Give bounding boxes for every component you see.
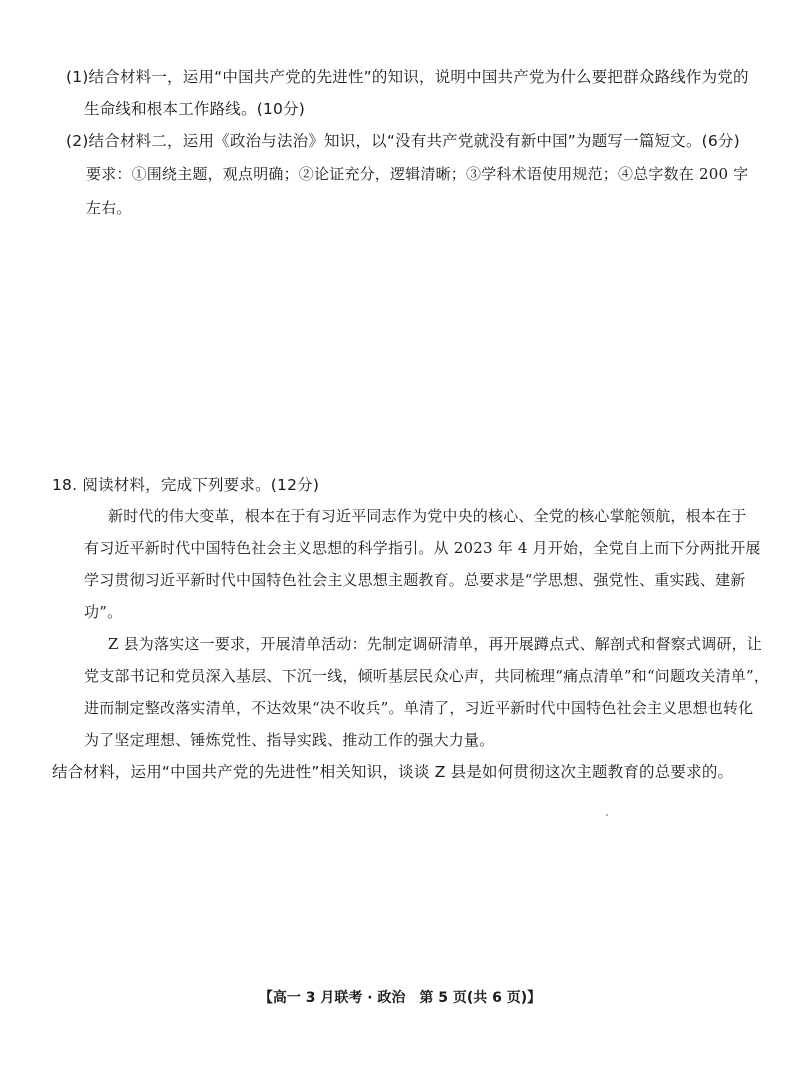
q17-sub1-line2: 生命线和根本工作路线。(10分) xyxy=(84,100,306,118)
q18-material-p2-line2: 党支部书记和党员深入基层、下沉一线，倾听基层民众心声，共同梳理“痛点清单”和“问题攻关清单”， xyxy=(84,667,770,685)
q18-material-p2-line1: Z 县为落实这一要求，开展清单活动：先制定调研清单，再开展蹲点式、解剖式和督察式调研，让 xyxy=(108,635,762,653)
page-footer: 【高一 3 月联考 · 政治 第 5 页(共 6 页)】 xyxy=(258,990,542,1006)
q18-material-p1-line2: 有习近平新时代中国特色社会主义思想的科学指引。从 2023 年 4 月开始，全党自上而下分两批开展 xyxy=(84,539,761,557)
q17-requirements-line1: 要求：①围绕主题，观点明确；②论证充分，逻辑清晰；③学科术语使用规范；④总字数在 200 字 xyxy=(86,165,749,183)
q17-sub1-line1: (1)结合材料一，运用“中国共产党的先进性”的知识，说明中国共产党为什么要把群众路线作为党的 xyxy=(66,68,749,86)
q18-task: 结合材料，运用“中国共产党的先进性”相关知识，谈谈 Z 县是如何贯彻这次主题教育的总要求的。 xyxy=(52,763,734,781)
q18-material-p1-line1: 新时代的伟大变革，根本在于有习近平同志作为党中央的核心、全党的核心掌舵领航，根本在于 xyxy=(108,507,747,525)
q17-sub2-line1: (2)结合材料二，运用《政治与法治》知识，以“没有共产党就没有新中国”为题写一篇短文。(6分) xyxy=(66,132,740,150)
scan-speck xyxy=(606,814,608,816)
q18-material-p1-line4: 功”。 xyxy=(84,603,123,621)
q18-material-p2-line3: 进而制定整改落实清单，不达效果“决不收兵”。单清了，习近平新时代中国特色社会主义思想也转化 xyxy=(84,699,754,717)
q17-requirements-line2: 左右。 xyxy=(86,199,132,217)
q18-heading: 18. 阅读材料，完成下列要求。(12分) xyxy=(52,476,320,494)
q18-material-p1-line3: 学习贯彻习近平新时代中国特色社会主义思想主题教育。总要求是“学思想、强党性、重实践、建新 xyxy=(84,571,746,589)
q18-material-p2-line4: 为了坚定理想、锤炼党性、指导实践、推动工作的强大力量。 xyxy=(84,731,495,749)
